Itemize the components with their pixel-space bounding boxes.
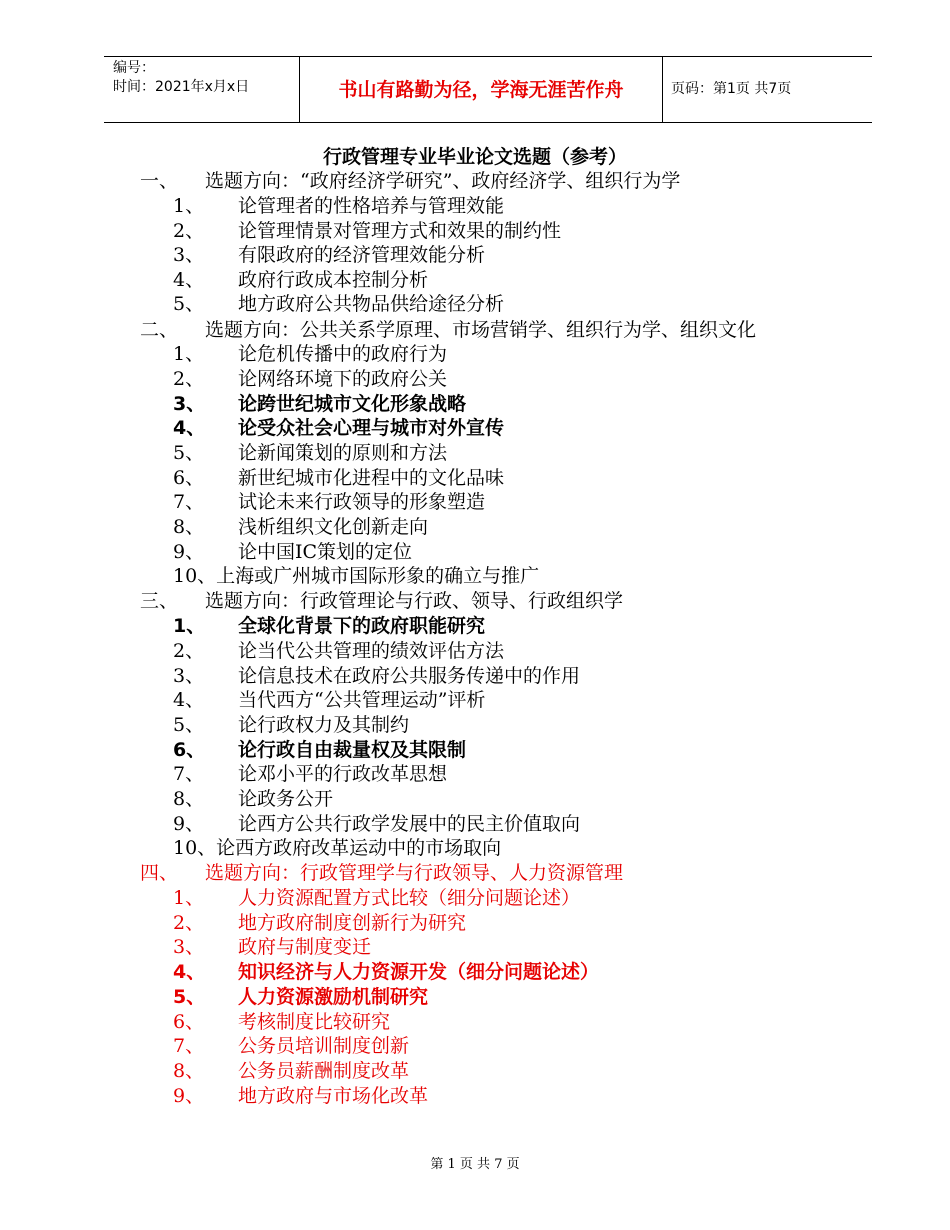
item-number: 6、 xyxy=(173,739,206,761)
section-title: 选题方向：行政管理学与行政领导、人力资源管理 xyxy=(205,862,624,884)
item-text: 论行政自由裁量权及其限制 xyxy=(238,739,467,761)
item-text: 试论未来行政领导的形象塑造 xyxy=(238,491,486,513)
item-number: 2、 xyxy=(173,640,205,662)
item-text: 公务员薪酬制度改革 xyxy=(238,1060,410,1082)
item-text: 全球化背景下的政府职能研究 xyxy=(238,615,486,637)
item-text: 论中国IC策划的定位 xyxy=(238,541,413,563)
header-divider xyxy=(662,56,663,122)
item-text: 地方政府公共物品供给途径分析 xyxy=(238,293,505,315)
item-number: 8、 xyxy=(173,516,205,538)
item-number: 1、 xyxy=(173,887,205,909)
item-number: 9、 xyxy=(173,1085,205,1107)
item-number: 9、 xyxy=(173,813,205,835)
item-text: 人力资源激励机制研究 xyxy=(238,986,429,1008)
item-text: 地方政府制度创新行为研究 xyxy=(238,912,467,934)
item-number: 5、 xyxy=(173,986,206,1008)
item-number: 3、 xyxy=(173,665,205,687)
item-number: 1、 xyxy=(173,615,206,637)
item-number: 6、 xyxy=(173,467,205,489)
header-top-rule xyxy=(104,56,872,57)
item-number: 3、 xyxy=(173,244,205,266)
section-number: 三、 xyxy=(140,590,179,612)
item-number: 3、 xyxy=(173,393,206,415)
item-text: 10、论西方政府改革运动中的市场取向 xyxy=(173,837,502,859)
item-text: 地方政府与市场化改革 xyxy=(238,1085,429,1107)
item-text: 论管理者的性格培养与管理效能 xyxy=(238,195,505,217)
item-text: 有限政府的经济管理效能分析 xyxy=(238,244,486,266)
item-text: 政府行政成本控制分析 xyxy=(238,269,429,291)
page-footer: 第 1 页 共 7 页 xyxy=(430,1157,520,1172)
item-text: 政府与制度变迁 xyxy=(238,936,372,958)
section-title: 选题方向：公共关系学原理、市场营销学、组织行为学、组织文化 xyxy=(205,319,757,341)
item-text: 公务员培训制度创新 xyxy=(238,1035,410,1057)
item-text: 知识经济与人力资源开发（细分问题论述） xyxy=(238,961,600,983)
item-text: 论西方公共行政学发展中的民主价值取向 xyxy=(238,813,581,835)
item-number: 5、 xyxy=(173,293,205,315)
item-text: 论网络环境下的政府公关 xyxy=(238,368,448,390)
section-number: 一、 xyxy=(140,170,179,192)
header-date-label: 时间：2021年x月x日 xyxy=(113,79,250,95)
item-number: 4、 xyxy=(173,269,205,291)
item-number: 5、 xyxy=(173,714,205,736)
document-title: 行政管理专业毕业论文选题（参考） xyxy=(322,146,627,168)
item-number: 9、 xyxy=(173,541,205,563)
header-number-label: 编号： xyxy=(113,60,155,76)
item-text: 论管理情景对管理方式和效果的制约性 xyxy=(238,220,562,242)
item-number: 4、 xyxy=(173,689,205,711)
item-number: 1、 xyxy=(173,343,205,365)
section-number: 二、 xyxy=(140,319,179,341)
item-text: 论行政权力及其制约 xyxy=(238,714,410,736)
item-number: 2、 xyxy=(173,912,205,934)
item-text: 论危机传播中的政府行为 xyxy=(238,343,448,365)
item-number: 7、 xyxy=(173,1035,205,1057)
item-text: 新世纪城市化进程中的文化品味 xyxy=(238,467,505,489)
header-page-label: 页码：第1页 共7页 xyxy=(671,81,792,97)
item-number: 4、 xyxy=(173,417,206,439)
section-title: 选题方向：“政府经济学研究”、政府经济学、组织行为学 xyxy=(205,170,681,192)
header-motto: 书山有路勤为径，学海无涯苦作舟 xyxy=(338,79,624,101)
item-number: 4、 xyxy=(173,961,206,983)
item-text: 人力资源配置方式比较（细分问题论述） xyxy=(238,887,581,909)
item-number: 7、 xyxy=(173,491,205,513)
item-text: 论邓小平的行政改革思想 xyxy=(238,763,448,785)
item-number: 8、 xyxy=(173,1060,205,1082)
item-text: 10、上海或广州城市国际形象的确立与推广 xyxy=(173,565,540,587)
item-text: 论新闻策划的原则和方法 xyxy=(238,442,448,464)
item-text: 论受众社会心理与城市对外宣传 xyxy=(238,417,505,439)
section-number: 四、 xyxy=(140,862,179,884)
item-text: 论信息技术在政府公共服务传递中的作用 xyxy=(238,665,581,687)
item-text: 当代西方“公共管理运动”评析 xyxy=(238,689,486,711)
item-number: 1、 xyxy=(173,195,205,217)
item-text: 论政务公开 xyxy=(238,788,334,810)
item-number: 2、 xyxy=(173,368,205,390)
item-number: 7、 xyxy=(173,763,205,785)
header-bottom-rule xyxy=(104,122,872,123)
item-text: 论当代公共管理的绩效评估方法 xyxy=(238,640,505,662)
item-text: 论跨世纪城市文化形象战略 xyxy=(238,393,467,415)
item-number: 6、 xyxy=(173,1011,205,1033)
item-text: 考核制度比较研究 xyxy=(238,1011,391,1033)
item-number: 2、 xyxy=(173,220,205,242)
item-number: 8、 xyxy=(173,788,205,810)
item-number: 3、 xyxy=(173,936,205,958)
item-text: 浅析组织文化创新走向 xyxy=(238,516,429,538)
item-number: 5、 xyxy=(173,442,205,464)
section-title: 选题方向：行政管理论与行政、领导、行政组织学 xyxy=(205,590,624,612)
